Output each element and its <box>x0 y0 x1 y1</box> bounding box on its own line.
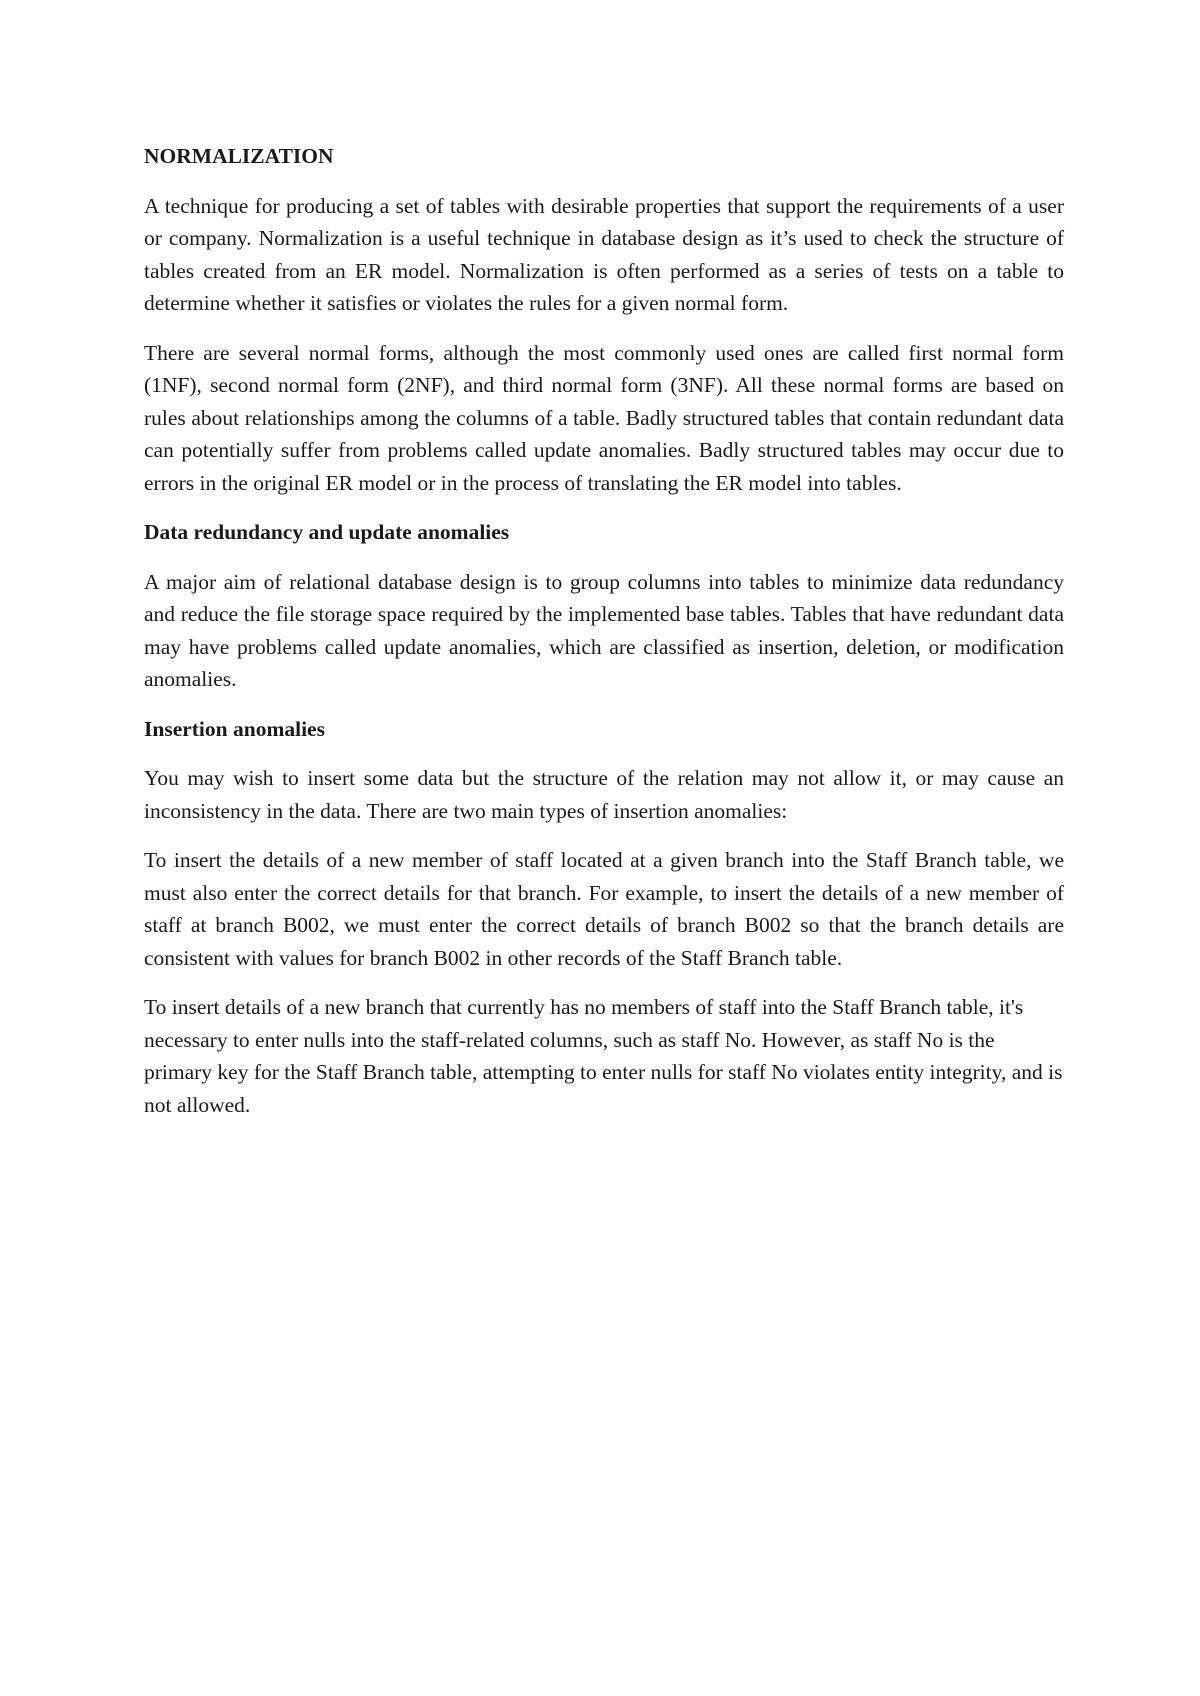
redundancy-paragraph: A major aim of relational database design is to group columns into tables to minimize data redundancy and reduce the file storage space required by the implemented base tables. Tables that have redundant data may have problems called update anomalies, which are classified as insertion, deletion, or modification anomalies. <box>144 569 1064 691</box>
intro-paragraph-2: There are several normal forms, although the most commonly used ones are called first normal form (1NF), second normal form (2NF), and third normal form (3NF). All these normal forms are based on rules about relationships among the columns of a table. Badly structured tables that contain redundant data can potentially suffer from problems called update anomalies. Badly structured tables may occur due to errors in the original ER model or in the process of translating the ER model into tables. <box>144 340 1064 495</box>
insertion-paragraph-1: You may wish to insert some data but the structure of the relation may not allow it, or may cause an inconsistency in the data. There are two main types of insertion anomalies: <box>144 766 1064 823</box>
document-title: NORMALIZATION <box>144 144 334 168</box>
intro-paragraph-1: A technique for producing a set of tables with desirable properties that support the requirements of a user or company. Normalization is a useful technique in database design as it’s used to check the structure of tables created from an ER model. Normalization is often performed as a series of tests on a table to determine whether it satisfies or violates the rules for a given normal form. <box>144 193 1064 315</box>
section-heading-redundancy: Data redundancy and update anomalies <box>144 520 510 544</box>
insertion-paragraph-2: To insert the details of a new member of staff located at a given branch into the Staff Branch table, we must also enter the correct details for that branch. For example, to insert the details of a new member of staff at branch B002, we must enter the correct details of branch B002 so that the branch details are consistent with values for branch B002 in other records of the Staff Branch table. <box>144 848 1064 970</box>
section-heading-insertion: Insertion anomalies <box>144 716 325 741</box>
document-body <box>144 140 1064 1138</box>
insertion-paragraph-3: To insert details of a new branch that currently has no members of staff into the Staff Branch table, it's necessary to enter nulls into the staff-related columns, such as staff No. However, as staff No is the primary key for the Staff Branch table, attempting to enter nulls for staff No violates entity integrity, and is not allowed. <box>144 995 1063 1117</box>
